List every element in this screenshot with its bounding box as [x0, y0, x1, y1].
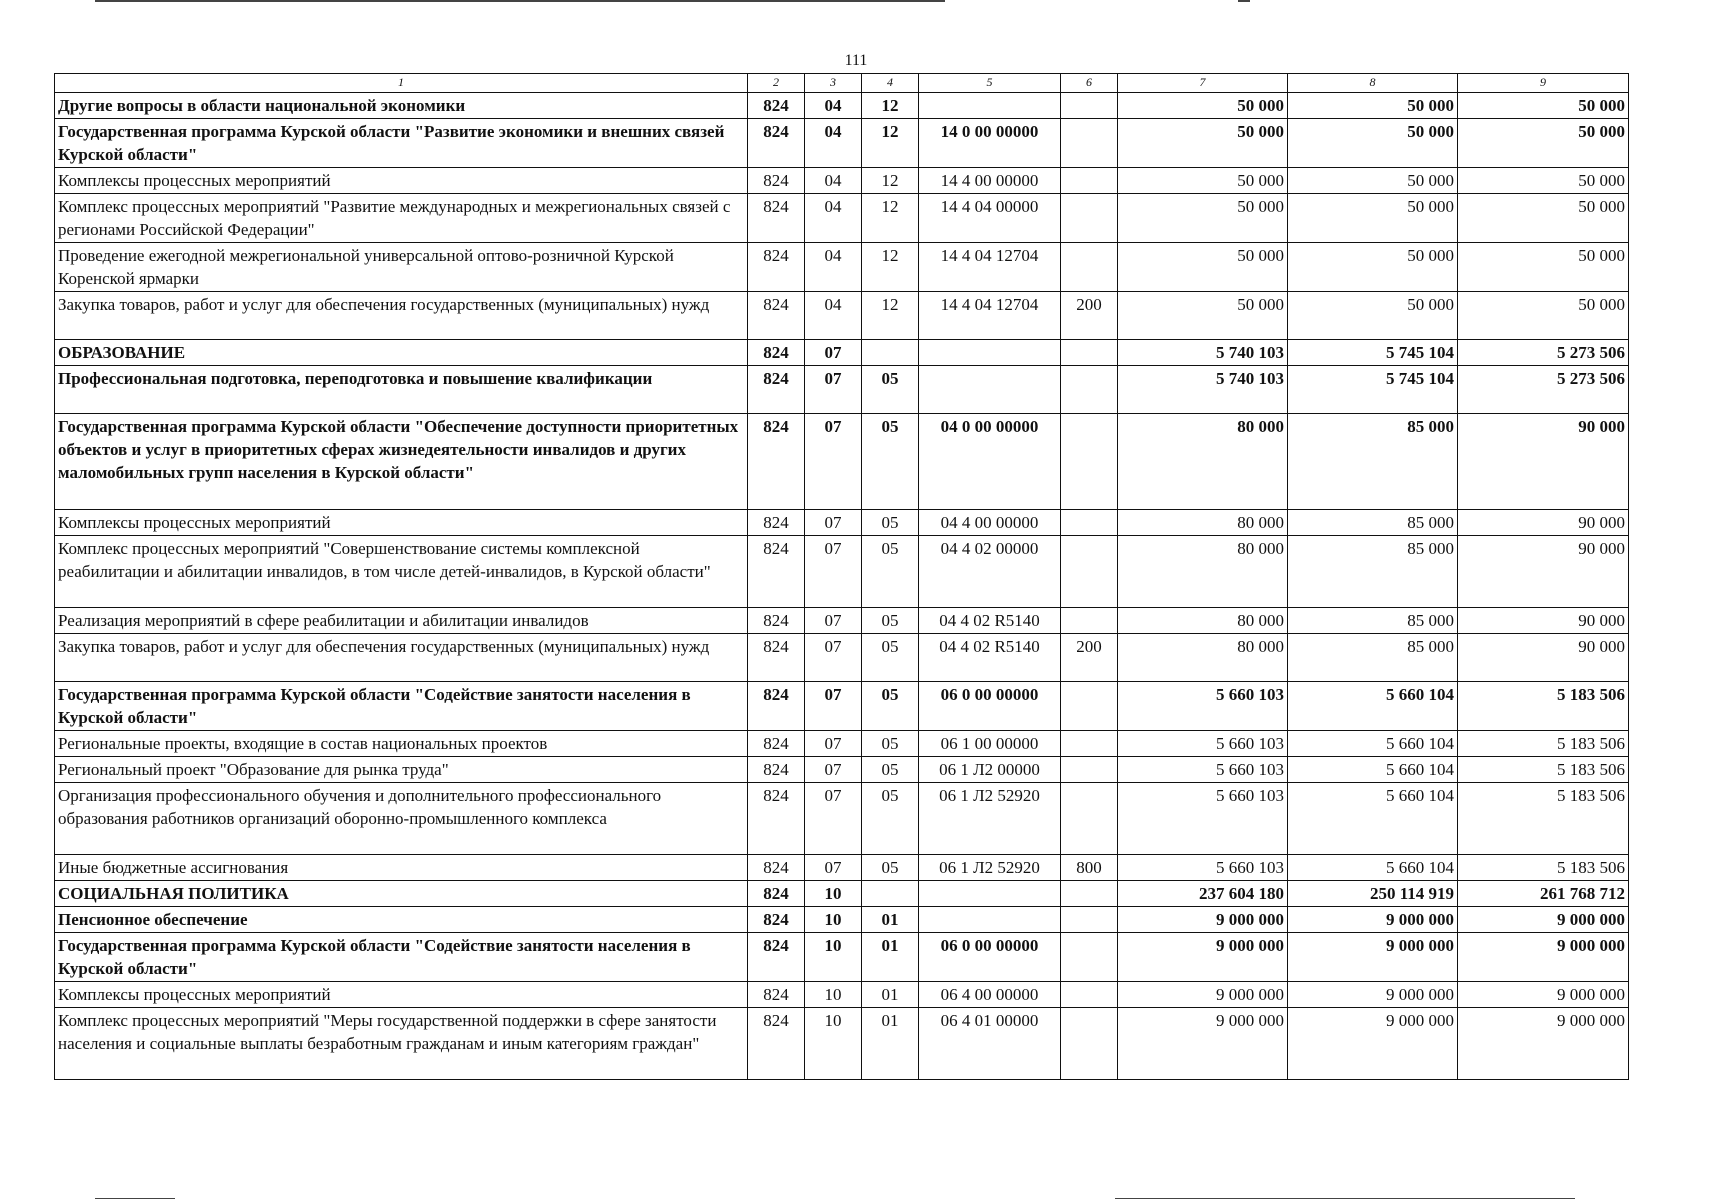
table-row [55, 933, 1629, 982]
cell-section: 824 [748, 292, 805, 340]
cell-expense-type [1061, 757, 1118, 783]
cell-expense-type: 800 [1061, 855, 1118, 881]
table-row [55, 855, 1629, 881]
cell-name: Пенсионное обеспечение [55, 907, 748, 933]
cell-amount-y3: 90 000 [1458, 414, 1629, 510]
table-row [55, 243, 1629, 292]
cell-sub-item: 05 [862, 757, 919, 783]
cell-subsection: 07 [805, 510, 862, 536]
cell-amount-y1: 80 000 [1118, 536, 1288, 608]
cell-expense-type [1061, 340, 1118, 366]
cell-subsection: 07 [805, 414, 862, 510]
cell-target-article: 04 4 02 R5140 [919, 634, 1061, 682]
cell-section: 824 [748, 982, 805, 1008]
cell-amount-y3: 9 000 000 [1458, 982, 1629, 1008]
cell-section: 824 [748, 536, 805, 608]
cell-section: 824 [748, 414, 805, 510]
cell-subsection: 07 [805, 757, 862, 783]
cell-section: 824 [748, 933, 805, 982]
cell-target-article: 14 0 00 00000 [919, 119, 1061, 168]
cell-subsection: 07 [805, 855, 862, 881]
cell-sub-item: 05 [862, 634, 919, 682]
cell-target-article: 06 0 00 00000 [919, 933, 1061, 982]
cell-amount-y3: 5 183 506 [1458, 731, 1629, 757]
cell-sub-item: 05 [862, 510, 919, 536]
cell-amount-y3: 9 000 000 [1458, 933, 1629, 982]
cell-amount-y1: 5 660 103 [1118, 731, 1288, 757]
cell-name: Государственная программа Курской области "Обеспечение доступности приоритетных объектов и услуг в приоритетных сферах жизнедеятельности инвалидов и других маломобильных групп населения в Курской области" [55, 414, 748, 510]
table-row [55, 783, 1629, 855]
cell-amount-y3: 5 273 506 [1458, 366, 1629, 414]
cell-section: 824 [748, 783, 805, 855]
cell-target-article: 06 1 Л2 00000 [919, 757, 1061, 783]
cell-section: 824 [748, 510, 805, 536]
cell-name: СОЦИАЛЬНАЯ ПОЛИТИКА [55, 881, 748, 907]
cell-sub-item: 05 [862, 366, 919, 414]
cell-expense-type [1061, 119, 1118, 168]
column-number-amount-y1: 7 [1118, 74, 1288, 93]
cell-amount-y3: 5 183 506 [1458, 855, 1629, 881]
cell-target-article [919, 93, 1061, 119]
cell-name: Профессиональная подготовка, переподготовка и повышение квалификации [55, 366, 748, 414]
cell-subsection: 07 [805, 608, 862, 634]
cell-amount-y3: 50 000 [1458, 194, 1629, 243]
cell-amount-y3: 261 768 712 [1458, 881, 1629, 907]
cell-amount-y2: 50 000 [1288, 292, 1458, 340]
cell-section: 824 [748, 340, 805, 366]
cell-subsection: 07 [805, 340, 862, 366]
cell-amount-y2: 250 114 919 [1288, 881, 1458, 907]
cell-expense-type [1061, 194, 1118, 243]
cell-amount-y3: 90 000 [1458, 510, 1629, 536]
cell-section: 824 [748, 881, 805, 907]
cell-section: 824 [748, 682, 805, 731]
cell-amount-y3: 5 183 506 [1458, 757, 1629, 783]
cell-amount-y3: 5 273 506 [1458, 340, 1629, 366]
cell-subsection: 04 [805, 93, 862, 119]
table-row [55, 608, 1629, 634]
cell-target-article: 06 1 Л2 52920 [919, 783, 1061, 855]
cell-amount-y2: 5 660 104 [1288, 731, 1458, 757]
column-number-amount-y2: 8 [1288, 74, 1458, 93]
page-number: 111 [844, 52, 868, 69]
cell-expense-type [1061, 608, 1118, 634]
table-row [55, 536, 1629, 608]
cell-section: 824 [748, 168, 805, 194]
cell-expense-type [1061, 1008, 1118, 1080]
cell-subsection: 07 [805, 682, 862, 731]
cell-sub-item: 01 [862, 907, 919, 933]
scan-artifact-bottom-left [95, 1198, 175, 1199]
cell-amount-y3: 50 000 [1458, 93, 1629, 119]
table-row [55, 168, 1629, 194]
cell-subsection: 07 [805, 783, 862, 855]
cell-target-article [919, 340, 1061, 366]
cell-amount-y1: 5 740 103 [1118, 340, 1288, 366]
cell-target-article [919, 907, 1061, 933]
table-row [55, 340, 1629, 366]
cell-amount-y2: 5 660 104 [1288, 855, 1458, 881]
cell-name: Комплекс процессных мероприятий "Развитие международных и межрегиональных связей с регионами Российской Федерации" [55, 194, 748, 243]
cell-section: 824 [748, 194, 805, 243]
cell-amount-y3: 9 000 000 [1458, 1008, 1629, 1080]
cell-expense-type [1061, 907, 1118, 933]
cell-sub-item: 12 [862, 168, 919, 194]
table-row [55, 93, 1629, 119]
cell-amount-y2: 85 000 [1288, 414, 1458, 510]
cell-name: Региональные проекты, входящие в состав национальных проектов [55, 731, 748, 757]
column-number-name: 1 [55, 74, 748, 93]
cell-amount-y1: 5 660 103 [1118, 855, 1288, 881]
cell-section: 824 [748, 634, 805, 682]
cell-amount-y1: 50 000 [1118, 194, 1288, 243]
cell-amount-y2: 9 000 000 [1288, 907, 1458, 933]
cell-target-article: 04 0 00 00000 [919, 414, 1061, 510]
cell-name: Реализация мероприятий в сфере реабилитации и абилитации инвалидов [55, 608, 748, 634]
cell-amount-y1: 5 660 103 [1118, 757, 1288, 783]
cell-amount-y3: 5 183 506 [1458, 682, 1629, 731]
cell-name: Организация профессионального обучения и дополнительного профессионального образования работников организаций оборонно-промышленного комплекса [55, 783, 748, 855]
scan-artifact-top [95, 0, 945, 2]
table-body [55, 93, 1629, 1080]
cell-amount-y1: 9 000 000 [1118, 1008, 1288, 1080]
column-number-subsection: 3 [805, 74, 862, 93]
cell-expense-type [1061, 536, 1118, 608]
cell-subsection: 04 [805, 292, 862, 340]
table-row [55, 634, 1629, 682]
cell-sub-item: 05 [862, 855, 919, 881]
cell-name: Комплекс процессных мероприятий "Совершенствование системы комплексной реабилитации и абилитации инвалидов, в том числе детей-инвалидов, в Курской области" [55, 536, 748, 608]
cell-section: 824 [748, 907, 805, 933]
cell-amount-y3: 90 000 [1458, 608, 1629, 634]
cell-name: Закупка товаров, работ и услуг для обеспечения государственных (муниципальных) нужд [55, 634, 748, 682]
cell-amount-y1: 5 660 103 [1118, 783, 1288, 855]
cell-amount-y3: 9 000 000 [1458, 907, 1629, 933]
cell-target-article: 06 1 00 00000 [919, 731, 1061, 757]
cell-expense-type [1061, 881, 1118, 907]
cell-amount-y2: 5 660 104 [1288, 783, 1458, 855]
cell-sub-item: 12 [862, 243, 919, 292]
cell-amount-y1: 5 740 103 [1118, 366, 1288, 414]
table-row [55, 510, 1629, 536]
cell-expense-type [1061, 510, 1118, 536]
table-row [55, 366, 1629, 414]
column-number-sub-item: 4 [862, 74, 919, 93]
cell-subsection: 07 [805, 366, 862, 414]
cell-expense-type [1061, 366, 1118, 414]
cell-expense-type [1061, 93, 1118, 119]
cell-amount-y2: 50 000 [1288, 243, 1458, 292]
cell-amount-y2: 85 000 [1288, 510, 1458, 536]
cell-subsection: 07 [805, 536, 862, 608]
table-row [55, 1008, 1629, 1080]
cell-sub-item: 05 [862, 731, 919, 757]
cell-expense-type [1061, 731, 1118, 757]
cell-section: 824 [748, 855, 805, 881]
cell-amount-y1: 80 000 [1118, 510, 1288, 536]
cell-target-article: 06 1 Л2 52920 [919, 855, 1061, 881]
table-row [55, 292, 1629, 340]
cell-expense-type: 200 [1061, 634, 1118, 682]
cell-name: Комплексы процессных мероприятий [55, 168, 748, 194]
cell-section: 824 [748, 757, 805, 783]
cell-sub-item: 12 [862, 93, 919, 119]
cell-name: Комплексы процессных мероприятий [55, 510, 748, 536]
cell-amount-y1: 80 000 [1118, 414, 1288, 510]
cell-subsection: 10 [805, 907, 862, 933]
table-row [55, 982, 1629, 1008]
cell-expense-type [1061, 783, 1118, 855]
cell-target-article: 14 4 04 12704 [919, 292, 1061, 340]
column-number-expense-type: 6 [1061, 74, 1118, 93]
cell-target-article: 04 4 00 00000 [919, 510, 1061, 536]
cell-sub-item: 12 [862, 292, 919, 340]
budget-table [54, 73, 1629, 1080]
cell-target-article: 14 4 00 00000 [919, 168, 1061, 194]
column-number-amount-y3: 9 [1458, 74, 1629, 93]
scan-artifact-bottom-right [1115, 1198, 1575, 1199]
cell-amount-y3: 5 183 506 [1458, 783, 1629, 855]
cell-section: 824 [748, 608, 805, 634]
cell-expense-type [1061, 982, 1118, 1008]
cell-amount-y1: 9 000 000 [1118, 907, 1288, 933]
cell-name: ОБРАЗОВАНИЕ [55, 340, 748, 366]
cell-name: Проведение ежегодной межрегиональной универсальной оптово-розничной Курской Коренской ярмарки [55, 243, 748, 292]
cell-target-article: 14 4 04 00000 [919, 194, 1061, 243]
cell-amount-y3: 90 000 [1458, 634, 1629, 682]
cell-sub-item [862, 340, 919, 366]
cell-amount-y2: 85 000 [1288, 536, 1458, 608]
table-row [55, 757, 1629, 783]
scan-artifact-top-right [1238, 0, 1250, 2]
cell-subsection: 04 [805, 243, 862, 292]
cell-subsection: 10 [805, 881, 862, 907]
cell-section: 824 [748, 366, 805, 414]
cell-name: Комплексы процессных мероприятий [55, 982, 748, 1008]
cell-name: Иные бюджетные ассигнования [55, 855, 748, 881]
cell-amount-y1: 50 000 [1118, 292, 1288, 340]
cell-amount-y1: 80 000 [1118, 608, 1288, 634]
cell-amount-y1: 50 000 [1118, 243, 1288, 292]
table-row [55, 881, 1629, 907]
cell-sub-item: 05 [862, 682, 919, 731]
cell-section: 824 [748, 731, 805, 757]
cell-subsection: 04 [805, 168, 862, 194]
cell-target-article: 04 4 02 00000 [919, 536, 1061, 608]
cell-subsection: 10 [805, 1008, 862, 1080]
cell-amount-y2: 85 000 [1288, 608, 1458, 634]
cell-sub-item: 05 [862, 608, 919, 634]
cell-amount-y3: 50 000 [1458, 168, 1629, 194]
cell-amount-y2: 9 000 000 [1288, 933, 1458, 982]
cell-sub-item: 05 [862, 536, 919, 608]
column-number-section: 2 [748, 74, 805, 93]
cell-amount-y3: 50 000 [1458, 119, 1629, 168]
cell-sub-item: 05 [862, 783, 919, 855]
cell-amount-y1: 5 660 103 [1118, 682, 1288, 731]
cell-amount-y1: 50 000 [1118, 119, 1288, 168]
cell-subsection: 07 [805, 634, 862, 682]
column-number-row [55, 74, 1629, 93]
cell-amount-y2: 50 000 [1288, 93, 1458, 119]
cell-target-article: 14 4 04 12704 [919, 243, 1061, 292]
table-row [55, 194, 1629, 243]
cell-name: Государственная программа Курской области "Развитие экономики и внешних связей Курской области" [55, 119, 748, 168]
cell-sub-item: 01 [862, 933, 919, 982]
cell-section: 824 [748, 1008, 805, 1080]
cell-amount-y3: 90 000 [1458, 536, 1629, 608]
cell-amount-y2: 5 745 104 [1288, 366, 1458, 414]
cell-name: Закупка товаров, работ и услуг для обеспечения государственных (муниципальных) нужд [55, 292, 748, 340]
cell-sub-item [862, 881, 919, 907]
cell-amount-y1: 50 000 [1118, 168, 1288, 194]
cell-target-article: 06 4 00 00000 [919, 982, 1061, 1008]
table-row [55, 414, 1629, 510]
cell-amount-y2: 50 000 [1288, 194, 1458, 243]
cell-sub-item: 05 [862, 414, 919, 510]
cell-target-article [919, 881, 1061, 907]
cell-amount-y1: 50 000 [1118, 93, 1288, 119]
cell-name: Региональный проект "Образование для рынка труда" [55, 757, 748, 783]
cell-sub-item: 01 [862, 982, 919, 1008]
cell-target-article [919, 366, 1061, 414]
cell-section: 824 [748, 119, 805, 168]
cell-amount-y2: 5 660 104 [1288, 757, 1458, 783]
cell-target-article: 04 4 02 R5140 [919, 608, 1061, 634]
cell-target-article: 06 0 00 00000 [919, 682, 1061, 731]
cell-amount-y2: 9 000 000 [1288, 982, 1458, 1008]
cell-amount-y1: 80 000 [1118, 634, 1288, 682]
cell-expense-type [1061, 414, 1118, 510]
table-row [55, 731, 1629, 757]
cell-expense-type: 200 [1061, 292, 1118, 340]
cell-expense-type [1061, 168, 1118, 194]
cell-amount-y2: 50 000 [1288, 168, 1458, 194]
cell-subsection: 10 [805, 982, 862, 1008]
cell-section: 824 [748, 93, 805, 119]
cell-expense-type [1061, 682, 1118, 731]
cell-amount-y3: 50 000 [1458, 292, 1629, 340]
cell-expense-type [1061, 243, 1118, 292]
cell-amount-y2: 50 000 [1288, 119, 1458, 168]
cell-expense-type [1061, 933, 1118, 982]
cell-amount-y2: 5 745 104 [1288, 340, 1458, 366]
cell-name: Другие вопросы в области национальной экономики [55, 93, 748, 119]
cell-subsection: 04 [805, 119, 862, 168]
cell-subsection: 10 [805, 933, 862, 982]
column-number-target-article: 5 [919, 74, 1061, 93]
cell-target-article: 06 4 01 00000 [919, 1008, 1061, 1080]
cell-amount-y1: 237 604 180 [1118, 881, 1288, 907]
cell-name: Государственная программа Курской области "Содействие занятости населения в Курской области" [55, 933, 748, 982]
cell-sub-item: 01 [862, 1008, 919, 1080]
cell-amount-y2: 85 000 [1288, 634, 1458, 682]
cell-sub-item: 12 [862, 194, 919, 243]
cell-section: 824 [748, 243, 805, 292]
cell-amount-y1: 9 000 000 [1118, 982, 1288, 1008]
cell-amount-y2: 9 000 000 [1288, 1008, 1458, 1080]
cell-subsection: 04 [805, 194, 862, 243]
table-row [55, 682, 1629, 731]
table-row [55, 119, 1629, 168]
cell-sub-item: 12 [862, 119, 919, 168]
cell-amount-y2: 5 660 104 [1288, 682, 1458, 731]
cell-name: Комплекс процессных мероприятий "Меры государственной поддержки в сфере занятости населения и социальные выплаты безработным гражданам и иным категориям граждан" [55, 1008, 748, 1080]
cell-amount-y1: 9 000 000 [1118, 933, 1288, 982]
cell-name: Государственная программа Курской области "Содействие занятости населения в Курской области" [55, 682, 748, 731]
table-row [55, 907, 1629, 933]
cell-subsection: 07 [805, 731, 862, 757]
cell-amount-y3: 50 000 [1458, 243, 1629, 292]
